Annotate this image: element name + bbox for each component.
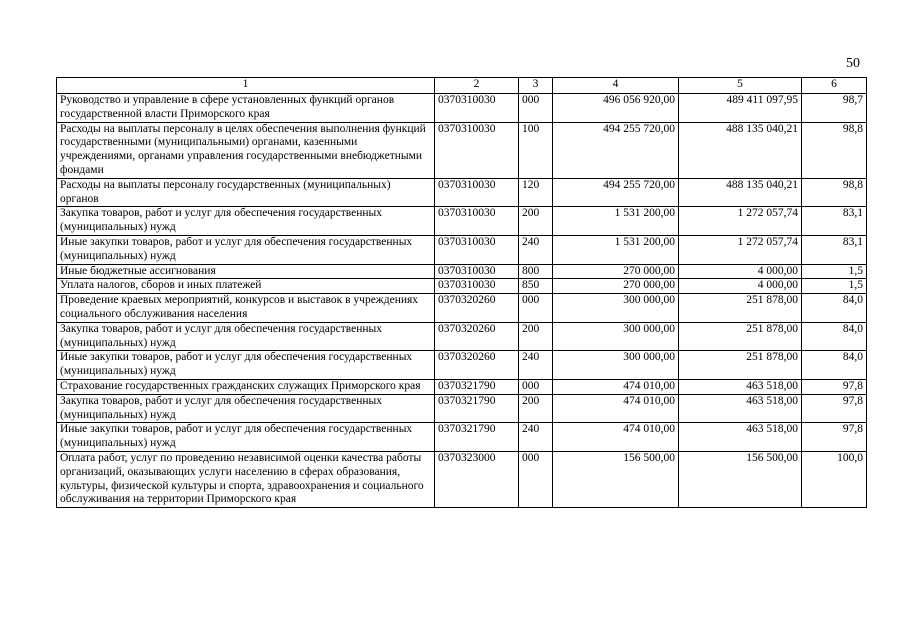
row-type-cell: 120: [519, 178, 553, 207]
row-plan-cell: 300 000,00: [553, 294, 679, 323]
row-code-cell: 0370310030: [435, 94, 519, 123]
header-row: [57, 78, 867, 94]
row-plan-cell: 494 255 720,00: [553, 178, 679, 207]
row-code-cell: 0370321790: [435, 394, 519, 423]
row-code-cell: 0370310030: [435, 264, 519, 279]
row-type-cell: 000: [519, 94, 553, 123]
row-plan-cell: 474 010,00: [553, 423, 679, 452]
row-name-cell: Закупка товаров, работ и услуг для обеспечения государственных (муниципальных) нужд: [57, 322, 435, 351]
row-name-cell: Иные закупки товаров, работ и услуг для обеспечения государственных (муниципальных) нужд: [57, 351, 435, 380]
row-plan-cell: 494 255 720,00: [553, 122, 679, 178]
row-type-cell: 200: [519, 322, 553, 351]
row-type-cell: 240: [519, 235, 553, 264]
table-row: [57, 351, 867, 380]
column-header: 2: [435, 78, 519, 94]
row-type-cell: 000: [519, 379, 553, 394]
row-fact-cell: 463 518,00: [679, 394, 802, 423]
row-percent-cell: 97,8: [802, 379, 867, 394]
row-code-cell: 0370321790: [435, 423, 519, 452]
row-plan-cell: 156 500,00: [553, 451, 679, 507]
row-percent-cell: 83,1: [802, 207, 867, 236]
column-header: 4: [553, 78, 679, 94]
row-percent-cell: 100,0: [802, 451, 867, 507]
row-plan-cell: 1 531 200,00: [553, 235, 679, 264]
row-percent-cell: 1,5: [802, 264, 867, 279]
row-fact-cell: 488 135 040,21: [679, 122, 802, 178]
table-row: [57, 423, 867, 452]
row-type-cell: 100: [519, 122, 553, 178]
table-row: [57, 207, 867, 236]
row-percent-cell: 98,8: [802, 178, 867, 207]
row-name-cell: Проведение краевых мероприятий, конкурсов и выставок в учреждениях социального обслуживания населения: [57, 294, 435, 323]
row-percent-cell: 98,8: [802, 122, 867, 178]
row-fact-cell: 4 000,00: [679, 279, 802, 294]
row-code-cell: 0370310030: [435, 235, 519, 264]
table-row: [57, 394, 867, 423]
row-fact-cell: 1 272 057,74: [679, 235, 802, 264]
row-type-cell: 240: [519, 423, 553, 452]
row-code-cell: 0370321790: [435, 379, 519, 394]
row-percent-cell: 84,0: [802, 322, 867, 351]
column-header: 3: [519, 78, 553, 94]
table-row: [57, 279, 867, 294]
row-code-cell: 0370310030: [435, 279, 519, 294]
row-plan-cell: 1 531 200,00: [553, 207, 679, 236]
row-name-cell: Иные закупки товаров, работ и услуг для обеспечения государственных (муниципальных) нужд: [57, 235, 435, 264]
row-fact-cell: 1 272 057,74: [679, 207, 802, 236]
row-fact-cell: 251 878,00: [679, 322, 802, 351]
row-name-cell: Уплата налогов, сборов и иных платежей: [57, 279, 435, 294]
row-plan-cell: 496 056 920,00: [553, 94, 679, 123]
row-fact-cell: 156 500,00: [679, 451, 802, 507]
row-plan-cell: 270 000,00: [553, 264, 679, 279]
row-percent-cell: 84,0: [802, 351, 867, 380]
row-fact-cell: 4 000,00: [679, 264, 802, 279]
row-fact-cell: 463 518,00: [679, 423, 802, 452]
row-name-cell: Закупка товаров, работ и услуг для обеспечения государственных (муниципальных) нужд: [57, 394, 435, 423]
row-code-cell: 0370310030: [435, 178, 519, 207]
budget-table: [56, 77, 867, 508]
row-code-cell: 0370320260: [435, 322, 519, 351]
row-type-cell: 240: [519, 351, 553, 380]
row-name-cell: Оплата работ, услуг по проведению независимой оценки качества работы организаций, оказывающих услуги населению в сферах образования, культуры, физической культуры и спорта, здравоохранения и социального обслуживания на территории Приморского края: [57, 451, 435, 507]
row-name-cell: Закупка товаров, работ и услуг для обеспечения государственных (муниципальных) нужд: [57, 207, 435, 236]
table-row: [57, 451, 867, 507]
row-name-cell: Страхование государственных гражданских служащих Приморского края: [57, 379, 435, 394]
row-code-cell: 0370323000: [435, 451, 519, 507]
row-percent-cell: 97,8: [802, 394, 867, 423]
row-fact-cell: 251 878,00: [679, 351, 802, 380]
row-name-cell: Расходы на выплаты персоналу государственных (муниципальных) органов: [57, 178, 435, 207]
table-row: [57, 178, 867, 207]
row-fact-cell: 489 411 097,95: [679, 94, 802, 123]
row-percent-cell: 97,8: [802, 423, 867, 452]
row-fact-cell: 251 878,00: [679, 294, 802, 323]
row-plan-cell: 270 000,00: [553, 279, 679, 294]
row-percent-cell: 84,0: [802, 294, 867, 323]
row-code-cell: 0370310030: [435, 207, 519, 236]
row-plan-cell: 474 010,00: [553, 394, 679, 423]
row-percent-cell: 98,7: [802, 94, 867, 123]
row-code-cell: 0370320260: [435, 294, 519, 323]
table-row: [57, 264, 867, 279]
row-name-cell: Руководство и управление в сфере установленных функций органов государственной власти Приморского края: [57, 94, 435, 123]
table-row: [57, 122, 867, 178]
row-percent-cell: 83,1: [802, 235, 867, 264]
row-plan-cell: 300 000,00: [553, 322, 679, 351]
row-plan-cell: 300 000,00: [553, 351, 679, 380]
table-row: [57, 235, 867, 264]
column-header: 5: [679, 78, 802, 94]
row-type-cell: 800: [519, 264, 553, 279]
row-name-cell: Расходы на выплаты персоналу в целях обеспечения выполнения функций государственными (муниципальными) органами, казенными учреждениями, органами управления государственными внебюджетными фондами: [57, 122, 435, 178]
row-type-cell: 200: [519, 207, 553, 236]
table-row: [57, 379, 867, 394]
column-header: 1: [57, 78, 435, 94]
row-type-cell: 850: [519, 279, 553, 294]
table-row: [57, 294, 867, 323]
table-row: [57, 322, 867, 351]
row-type-cell: 200: [519, 394, 553, 423]
page-number: 50: [846, 56, 860, 71]
row-percent-cell: 1,5: [802, 279, 867, 294]
table-row: [57, 94, 867, 123]
column-header: 6: [802, 78, 867, 94]
row-type-cell: 000: [519, 451, 553, 507]
row-fact-cell: 463 518,00: [679, 379, 802, 394]
row-fact-cell: 488 135 040,21: [679, 178, 802, 207]
row-name-cell: Иные закупки товаров, работ и услуг для обеспечения государственных (муниципальных) нужд: [57, 423, 435, 452]
row-code-cell: 0370320260: [435, 351, 519, 380]
row-plan-cell: 474 010,00: [553, 379, 679, 394]
row-code-cell: 0370310030: [435, 122, 519, 178]
row-name-cell: Иные бюджетные ассигнования: [57, 264, 435, 279]
row-type-cell: 000: [519, 294, 553, 323]
